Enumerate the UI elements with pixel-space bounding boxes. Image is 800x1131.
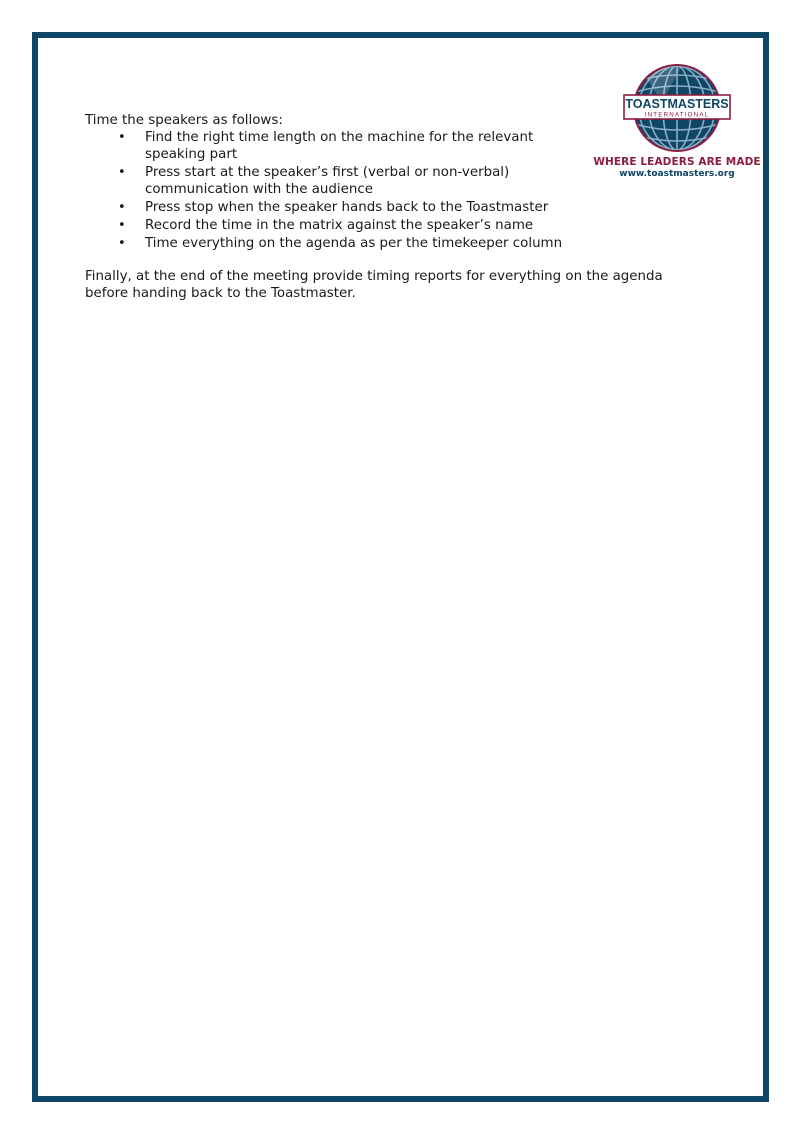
document-body: [85, 112, 705, 302]
list-item-text: Press start at the speaker’s first (verbal or non-verbal) communication with the audience: [145, 165, 510, 197]
list-item: [85, 235, 575, 252]
intro-text: Time the speakers as follows:: [85, 113, 283, 128]
instruction-list: [85, 129, 705, 252]
list-item-text: Press stop when the speaker hands back to the Toastmaster: [145, 200, 549, 215]
list-item: [85, 217, 575, 234]
bullet-glyph: •: [118, 236, 126, 251]
bullet-glyph: •: [118, 130, 126, 145]
list-item-text: Find the right time length on the machine for the relevant speaking part: [145, 130, 534, 162]
logo-tagline: WHERE LEADERS ARE MADE: [593, 156, 761, 168]
list-item-text: Record the time in the matrix against the speaker’s name: [145, 218, 534, 233]
logo-wordmark-international: INTERNATIONAL: [644, 111, 710, 119]
logo-website: www.toastmasters.org: [619, 169, 735, 179]
list-item: [85, 129, 575, 163]
list-item: [85, 164, 575, 198]
list-item: [85, 199, 575, 216]
logo-wordmark-toastmasters: TOASTMASTERS: [625, 97, 729, 111]
bullet-glyph: •: [118, 218, 126, 233]
closing-paragraph: Finally, at the end of the meeting provide timing reports for everything on the agenda before handing back to the Toastmaster.: [85, 269, 663, 301]
list-item-text: Time everything on the agenda as per the timekeeper column: [145, 236, 563, 251]
bullet-glyph: •: [118, 165, 126, 180]
bullet-glyph: •: [118, 200, 126, 215]
